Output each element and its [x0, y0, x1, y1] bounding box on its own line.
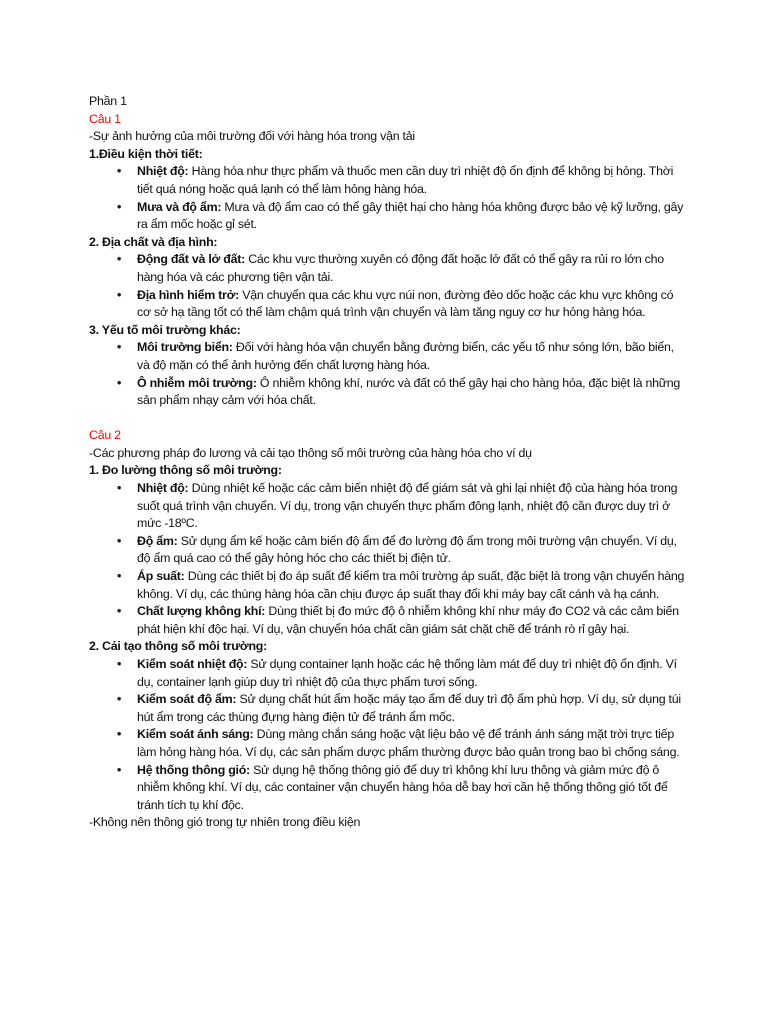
bullet-list [89, 163, 689, 233]
bullet-label: Mưa và độ ẩm: [137, 199, 222, 214]
bullet-text: Ô nhiễm không khí, nước và đất có thể gây hại cho hàng hóa, đặc biệt là những sản phẩm nhạy cảm với hóa chất. [137, 375, 681, 408]
bullet-icon: • [117, 533, 122, 548]
list-item [89, 691, 689, 726]
bullet-text: Dùng nhiệt kế hoặc các cảm biến nhiệt độ để giám sát và ghi lại nhiệt độ của hàng hóa trong suốt quá trình vận chuyển. Ví dụ, trong vận chuyển thực phẩm đông lạnh, nhiệt độ cần được duy trì ở mức -18ºC. [137, 481, 678, 531]
bullet-text: Mưa và độ ẩm cao có thể gây thiệt hại cho hàng hóa không được bảo vệ kỹ lưỡng, gây ra ẩm mốc hoặc gỉ sét. [137, 199, 684, 232]
section-heading: 2. Cải tạo thông số môi trường: [89, 639, 267, 654]
part-title: Phần 1 [89, 94, 127, 108]
list-item [89, 375, 689, 410]
bullet-label: Độ ẩm: [137, 533, 178, 548]
list-item [89, 480, 689, 533]
bullet-text: Sử dụng ẩm kế hoặc cảm biến độ ẩm để đo lường độ ẩm trong môi trường vận chuyển. Ví dụ, độ ẩm quá cao có thể gây hỏng hóc cho các thiết bị điện tử. [137, 533, 677, 566]
bullet-text: Sử dụng container lạnh hoặc các hệ thống làm mát để duy trì nhiệt độ ổn định. Ví dụ, container lạnh giúp duy trì nhiệt độ của thực phẩm tươi sống. [137, 657, 677, 689]
bullet-text: Hàng hóa như thực phẩm và thuốc men cần duy trì nhiệt độ ổn định để không bị hỏng. Thời tiết quá nóng hoặc quá lạnh có thể làm hỏng hàng hóa. [137, 164, 674, 196]
question-block [89, 410, 689, 832]
bullet-text: Đối với hàng hóa vận chuyển bằng đường biển, các yếu tố như sóng lớn, bão biển, và độ mặn có thể ảnh hưởng đến chất lượng hàng hóa. [137, 340, 674, 372]
bullet-text: Vận chuyển qua các khu vực núi non, đường đèo dốc hoặc các khu vực không có cơ sở hạ tầng tốt có thể làm chậm quá trình vận chuyển và làm tăng nguy cơ hư hỏng hàng hóa. [137, 287, 674, 320]
bullet-label: Kiểm soát ánh sáng: [137, 727, 254, 742]
bullet-icon: • [117, 569, 122, 584]
list-item [89, 603, 689, 638]
bullet-text: Dùng màng chắn sáng hoặc vật liệu bảo vệ để tránh ánh sáng mặt trời trực tiếp làm hỏng hàng hóa. Ví dụ, các sản phẩm dược phẩm thường được bảo quản trong bao bì chống sáng. [137, 727, 680, 759]
bullet-icon: • [117, 375, 122, 390]
question-block [89, 111, 689, 410]
bullet-label: Ô nhiễm môi trường: [137, 375, 257, 390]
blank-line [89, 410, 689, 428]
bullet-label: Hệ thống thông gió: [137, 762, 250, 777]
bullet-icon: • [117, 252, 122, 267]
bullet-icon: • [117, 199, 122, 214]
bullet-label: Kiểm soát nhiệt độ: [137, 657, 248, 671]
bullet-list [89, 251, 689, 321]
bullet-icon: • [117, 657, 122, 671]
list-item [89, 339, 689, 374]
bullet-text: Dùng thiết bị đo mức độ ô nhiễm không khí như máy đo CO2 và các cảm biến phát hiện khí độc hại. Ví dụ, vận chuyển hóa chất cần giám sát chặt chẽ để tránh rò rỉ gây hại. [137, 604, 679, 636]
bullet-icon: • [117, 481, 122, 496]
bullet-text: Sử dụng hệ thống thông gió để duy trì không khí lưu thông và giảm mức độ ô nhiễm không khí. Ví dụ, các container vận chuyển hàng hóa dễ bay hơi cần hệ thống thông gió tốt để tránh tích tụ khí độc. [137, 762, 668, 812]
section-heading: 1.Điều kiện thời tiết: [89, 146, 203, 161]
list-item [89, 656, 689, 691]
bullet-text: Dùng các thiết bị đo áp suất để kiểm tra môi trường áp suất, đặc biệt là trong vận chuyển hàng không. Ví dụ, các thùng hàng hóa cần chịu được áp suất thay đổi khi máy bay cất cánh và hạ cánh. [137, 569, 685, 601]
bullet-list [89, 656, 689, 814]
bullet-label: Địa hình hiểm trở: [137, 287, 240, 302]
bullet-list [89, 339, 689, 409]
bullet-icon: • [117, 762, 122, 777]
section-heading: 3. Yếu tố môi trường khác: [89, 322, 241, 337]
bullet-icon: • [117, 340, 122, 355]
question-title: Câu 1 [89, 111, 121, 126]
list-item [89, 163, 689, 198]
list-item [89, 251, 689, 286]
bullet-icon: • [117, 727, 122, 742]
section-heading: 2. Địa chất và địa hình: [89, 234, 218, 249]
question-intro: -Sự ảnh hưởng của môi trường đối với hàng hóa trong vận tải [89, 129, 415, 144]
list-item [89, 199, 689, 234]
closing-note: -Không nên thông gió trong tự nhiên trong điều kiện [89, 815, 361, 830]
bullet-icon: • [117, 164, 122, 179]
bullet-text: Các khu vực thường xuyên có động đất hoặc lở đất có thể gây ra rủi ro lớn cho hàng hóa và các phương tiện vận tải. [137, 252, 664, 284]
bullet-icon: • [117, 604, 122, 619]
section-heading: 1. Đo lường thông số môi trường: [89, 463, 282, 478]
bullet-label: Động đất và lở đất: [137, 252, 246, 267]
question-title: Câu 2 [89, 428, 121, 443]
bullet-list [89, 480, 689, 638]
bullet-label: Áp suất: [137, 569, 185, 584]
list-item [89, 533, 689, 568]
list-item [89, 762, 689, 815]
bullet-label: Kiểm soát độ ẩm: [137, 692, 237, 707]
document-page [89, 93, 689, 832]
bullet-label: Nhiệt độ: [137, 481, 189, 496]
list-item [89, 287, 689, 322]
bullet-label: Chất lượng không khí: [137, 604, 266, 619]
bullet-label: Môi trường biển: [137, 340, 233, 355]
question-intro: -Các phương pháp đo lương và cải tạo thông số môi trường của hàng hóa cho ví dụ [89, 445, 532, 460]
bullet-text: Sử dụng chất hút ẩm hoặc máy tạo ẩm để duy trì độ ẩm phù hợp. Ví dụ, sử dụng túi hút ẩm trong các thùng đựng hàng điện tử để tránh ẩm mốc. [137, 692, 681, 724]
list-item [89, 568, 689, 603]
bullet-icon: • [117, 287, 122, 302]
bullet-icon: • [117, 692, 122, 707]
list-item [89, 726, 689, 761]
bullet-label: Nhiệt độ: [137, 164, 189, 179]
